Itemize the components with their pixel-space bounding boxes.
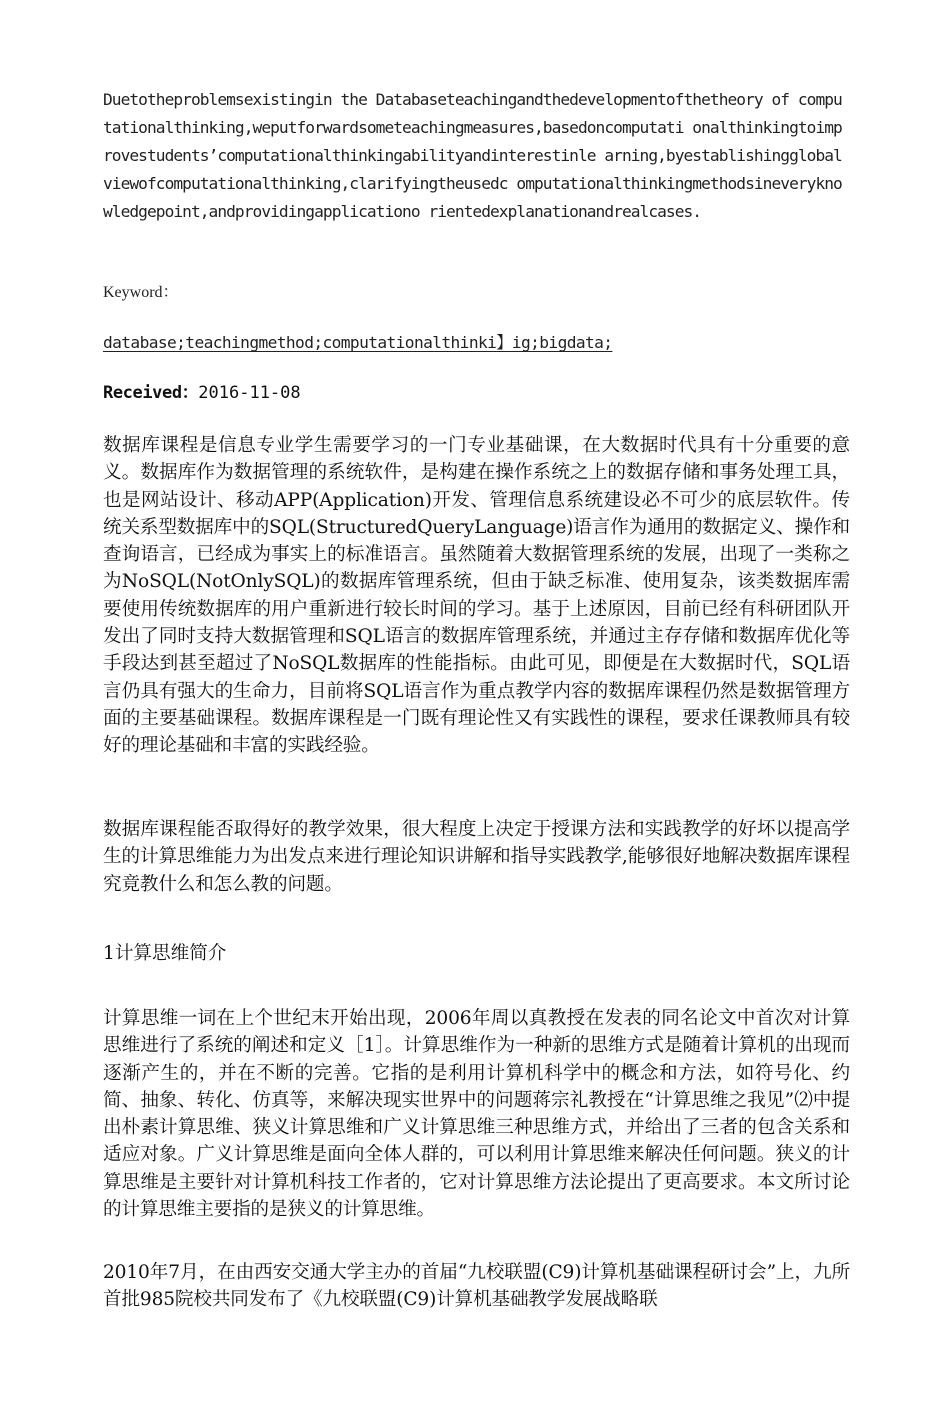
received-label: Received： bbox=[103, 383, 199, 403]
body-paragraph-1: 数据库课程是信息专业学生需要学习的一门专业基础课，在大数据时代具有十分重要的意义。数据库作为数据管理的系统软件，是构建在操作系统之上的数据存储和事务处理工具，也是网站设计、移动APP(Application)开发、管理信息系统建设必不可少的底层软件。传统关系型数据库中的SQL(StructuredQueryLanguage)语言作为通用的数据定义、操作和查询语言，已经成为事实上的标准语言。虽然随着大数据管理系统的发展，出现了一类称之为NoSQL(NotOnlySQL)的数据库管理系统，但由于缺乏标准、使用复杂，该类数据库需要使用传统数据库的用户重新进行较长时间的学习。基于上述原因，目前已经有科研团队开发出了同时支持大数据管理和SQL语言的数据库管理系统，并通过主存存储和数据库优化等手段达到甚至超过了NoSQL数据库的性能指标。由此可见，即便是在大数据时代，SQL语言仍具有强大的生命力，目前将SQL语言作为重点教学内容的数据库课程仍然是数据管理方面的主要基础课程。数据库课程是一门既有理论性又有实践性的课程，要求任课教师具有较好的理论基础和丰富的实践经验。 bbox=[103, 435, 850, 757]
body-paragraph-3: 计算思维一词在上个世纪末开始出现，2006年周以真教授在发表的同名论文中首次对计算思维进行了系统的阐述和定义［1］。计算思维作为一种新的思维方式是随着计算机的出现而逐渐产生的，并在不断的完善。它指的是利用计算机科学中的概念和方法，如符号化、约简、抽象、转化、仿真等，来解决现实世界中的问题蒋宗礼教授在“计算思维之我见”⑵中提出朴素计算思维、狭义计算思维和广义计算思维三种思维方式，并给出了三者的包含关系和适应对象。广义计算思维是面向全体人群的，可以利用计算思维来解决任何问题。狭义的计算思维是主要针对计算机科技工作者的，它对计算思维方法论提出了更高要求。本文所讨论的计算思维主要指的是狭义的计算思维。 bbox=[103, 1008, 850, 1221]
section-heading: 1计算思维简介 bbox=[103, 943, 227, 964]
abstract-english: Duetotheproblemsexistingin the Databaseteachingandthedevelopmentofthetheory of computationalthinking,weputforwardsometeachingmeasures,basedoncomputati onalthinkingtoimprovestudents’computationalthinkingabilityandinterestinle arning,byestablishingglobalviewofcomputationalthinking,clarifyingtheusedc omputationalthinkingmethodsineveryknowledgepoint,andprovidingapplicationo rientedexplanationandrealcases. bbox=[103, 90, 842, 221]
keyword-label: Keyword： bbox=[103, 284, 179, 301]
received-date: 2016-11-08 bbox=[198, 383, 301, 403]
body-paragraph-4: 2010年7月，在由西安交通大学主办的首届“九校联盟(C9)计算机基础课程研讨会”上，九所首批985院校共同发布了《九校联盟(C9)计算机基础教学发展战略联 bbox=[103, 1262, 850, 1311]
body-paragraph-2: 数据库课程能否取得好的教学效果，很大程度上决定于授课方法和实践教学的好坏以提高学生的计算思维能力为出发点来进行理论知识讲解和指导实践教学,能够很好地解决数据库课程究竟教什么和怎么教的问题。 bbox=[103, 819, 850, 895]
keyword-link[interactable]: database;teachingmethod;computationalthinki】ig;bigdata; bbox=[103, 333, 613, 352]
keyword-list bbox=[103, 330, 612, 356]
received-line bbox=[103, 380, 301, 406]
